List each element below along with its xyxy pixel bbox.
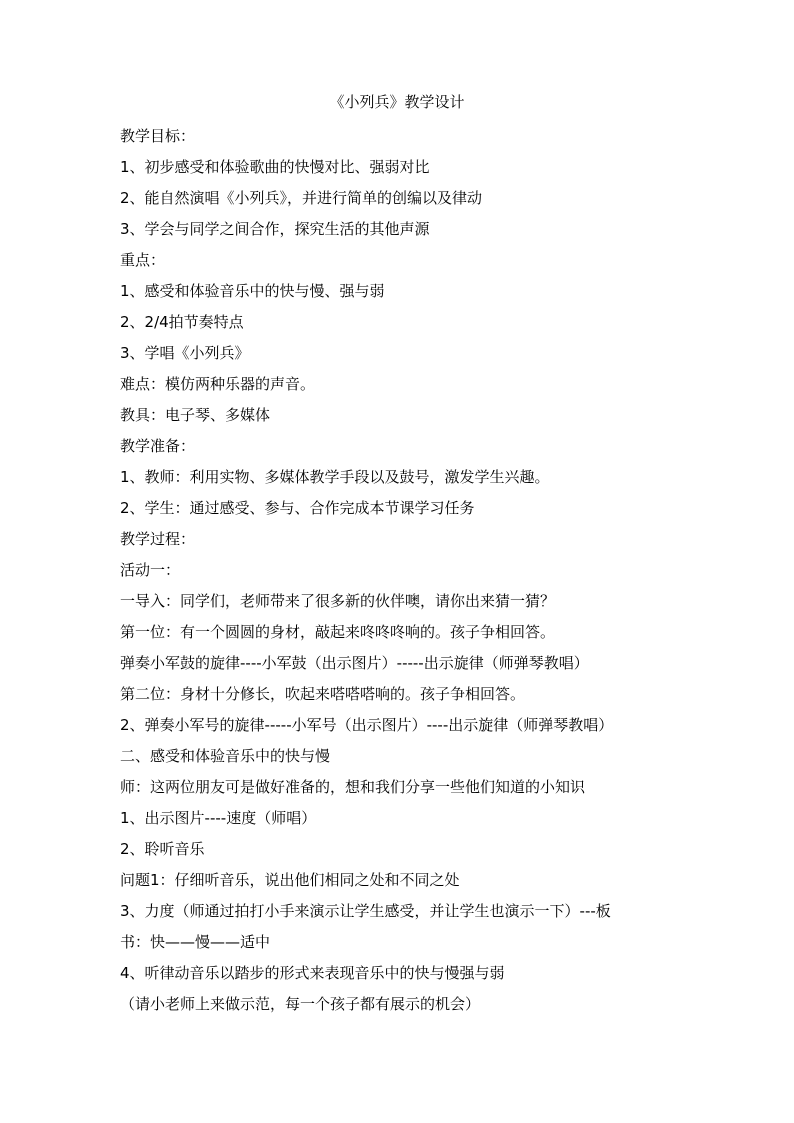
text-line: （请小老师上来做示范，每一个孩子都有展示的机会） — [120, 995, 481, 1013]
text-line: 2、聆听音乐 — [120, 840, 205, 858]
document-body — [120, 126, 680, 1025]
text-line: 一导入：同学们，老师带来了很多新的伙伴噢，请你出来猜一猜？ — [120, 592, 556, 610]
text-line: 4、听律动音乐以踏步的形式来表现音乐中的快与慢强与弱 — [120, 964, 505, 982]
text-line: 教学过程： — [120, 530, 196, 548]
text-line: 书：快——慢——适中 — [120, 933, 271, 951]
text-line: 活动一： — [120, 561, 181, 579]
text-line: 教学目标： — [120, 127, 196, 145]
text-line: 弹奏小军鼓的旋律----小军鼓（出示图片）-----出示旋律（师弹琴教唱） — [120, 654, 589, 672]
text-line: 第一位：有一个圆圆的身材，敲起来咚咚咚响的。孩子争相回答。 — [120, 623, 556, 641]
text-line: 1、教师：利用实物、多媒体教学手段以及鼓号，激发学生兴趣。 — [120, 468, 550, 486]
text-line: 第二位：身材十分修长，吹起来嗒嗒嗒响的。孩子争相回答。 — [120, 685, 526, 703]
text-line: 2、2/4拍节奏特点 — [120, 313, 244, 331]
text-line: 二、感受和体验音乐中的快与慢 — [120, 747, 331, 765]
text-line: 难点：模仿两种乐器的声音。 — [120, 375, 316, 393]
text-line: 2、能自然演唱《小列兵》，并进行简单的创编以及律动 — [120, 189, 483, 207]
text-line: 3、力度（师通过拍打小手来演示让学生感受，并让学生也演示一下）---板 — [120, 902, 611, 920]
text-line: 1、感受和体验音乐中的快与慢、强与弱 — [120, 282, 385, 300]
text-line: 重点： — [120, 251, 166, 269]
text-line: 问题1：仔细听音乐，说出他们相同之处和不同之处 — [120, 871, 460, 889]
text-line: 师：这两位朋友可是做好准备的，想和我们分享一些他们知道的小知识 — [120, 778, 586, 796]
text-line: 教具：电子琴、多媒体 — [120, 406, 271, 424]
text-line: 教学准备： — [120, 437, 196, 455]
text-line: 2、学生：通过感受、参与、合作完成本节课学习任务 — [120, 499, 475, 517]
document-title: 《小列兵》教学设计 — [329, 93, 465, 111]
text-line: 3、学会与同学之间合作，探究生活的其他声源 — [120, 220, 430, 238]
text-line: 3、学唱《小列兵》 — [120, 344, 250, 362]
text-line: 2、弹奏小军号的旋律-----小军号（出示图片）----出示旋律（师弹琴教唱） — [120, 716, 614, 734]
text-line: 1、出示图片----速度（师唱） — [120, 809, 317, 827]
text-line: 1、初步感受和体验歌曲的快慢对比、强弱对比 — [120, 158, 430, 176]
